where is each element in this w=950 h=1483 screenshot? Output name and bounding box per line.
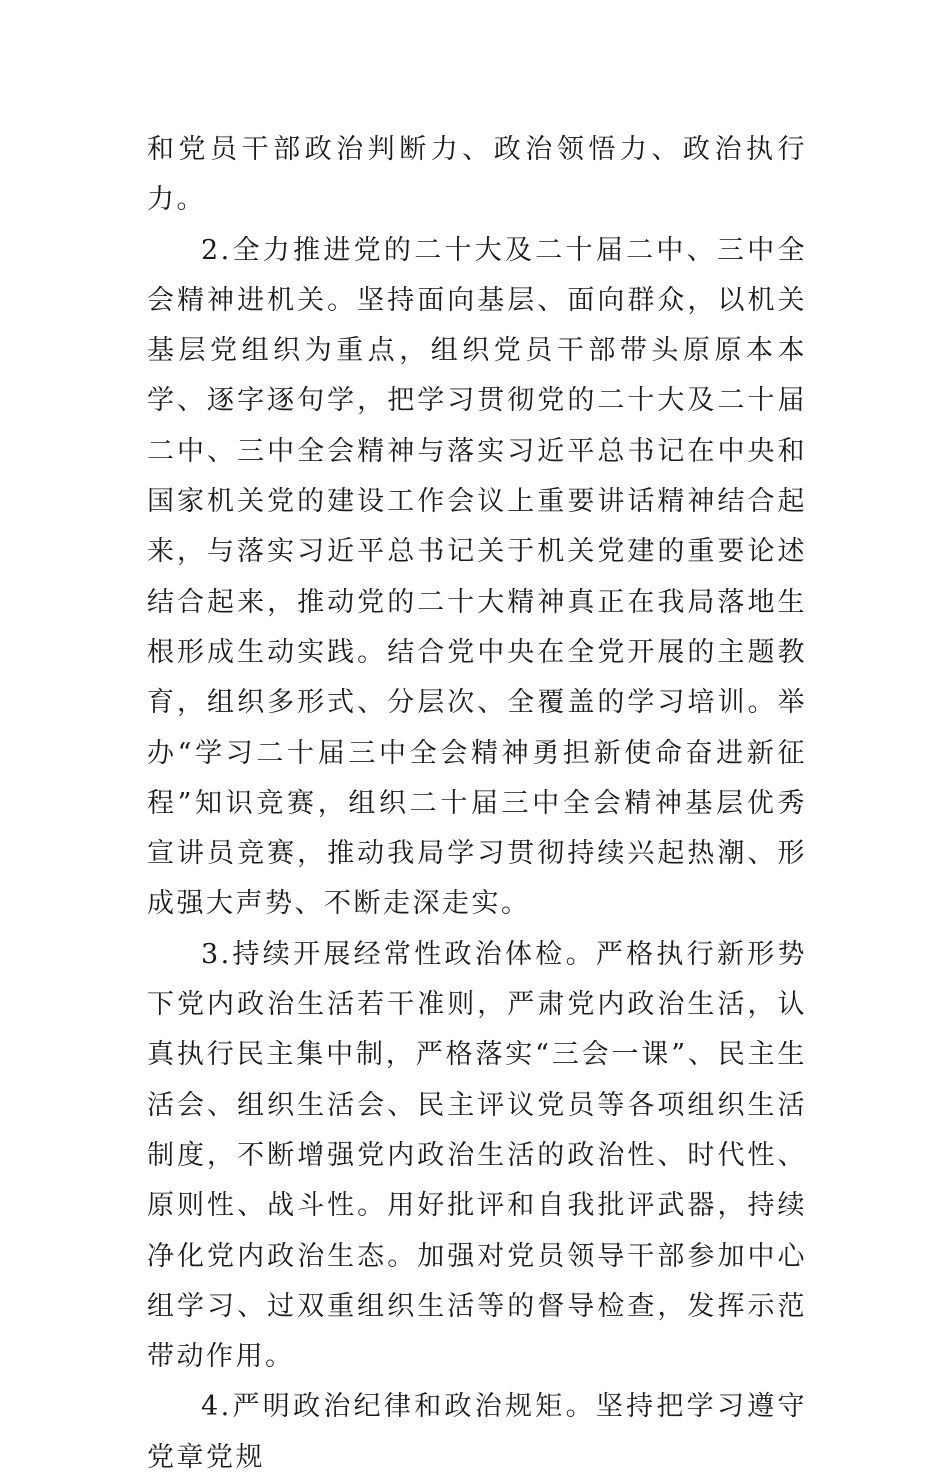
document-body [147,125,807,1483]
paragraph-item-2: 2.全力推进党的二十大及二十届二中、三中全会精神进机关。坚持面向基层、面向群众，以机关基层党组织为重点，组织党员干部带头原原本本学、逐字逐句学，把学习贯彻党的二十大及二十届二中、三中全会精神与落实习近平总书记在中央和国家机关党的建设工作会议上重要讲话精神结合起来，与落实习近平总书记关于机关党建的重要论述结合起来，推动党的二十大精神真正在我局落地生根形成生动实践。结合党中央在全党开展的主题教育，组织多形式、分层次、全覆盖的学习培训。举办“学习二十届三中全会精神勇担新使命奋进新征程”知识竞赛，组织二十届三中全会精神基层优秀宣讲员竞赛，推动我局学习贯彻持续兴起热潮、形成强大声势、不断走深走实。 [147,234,807,920]
paragraph-continuation: 和党员干部政治判断力、政治领悟力、政治执行力。 [147,134,807,216]
paragraph-item-3: 3.持续开展经常性政治体检。严格执行新形势下党内政治生活若干准则，严肃党内政治生活，认真执行民主集中制，严格落实“三会一课”、民主生活会、组织生活会、民主评议党员等各项组织生活制度，不断增强党内政治生活的政治性、时代性、原则性、战斗性。用好批评和自我批评武器，持续净化党内政治生态。加强对党员领导干部参加中心组学习、过双重组织生活等的督导检查，发挥示范带动作用。 [147,938,807,1373]
paragraph-item-4: 4.严明政治纪律和政治规矩。坚持把学习遵守党章党规 [147,1391,807,1473]
